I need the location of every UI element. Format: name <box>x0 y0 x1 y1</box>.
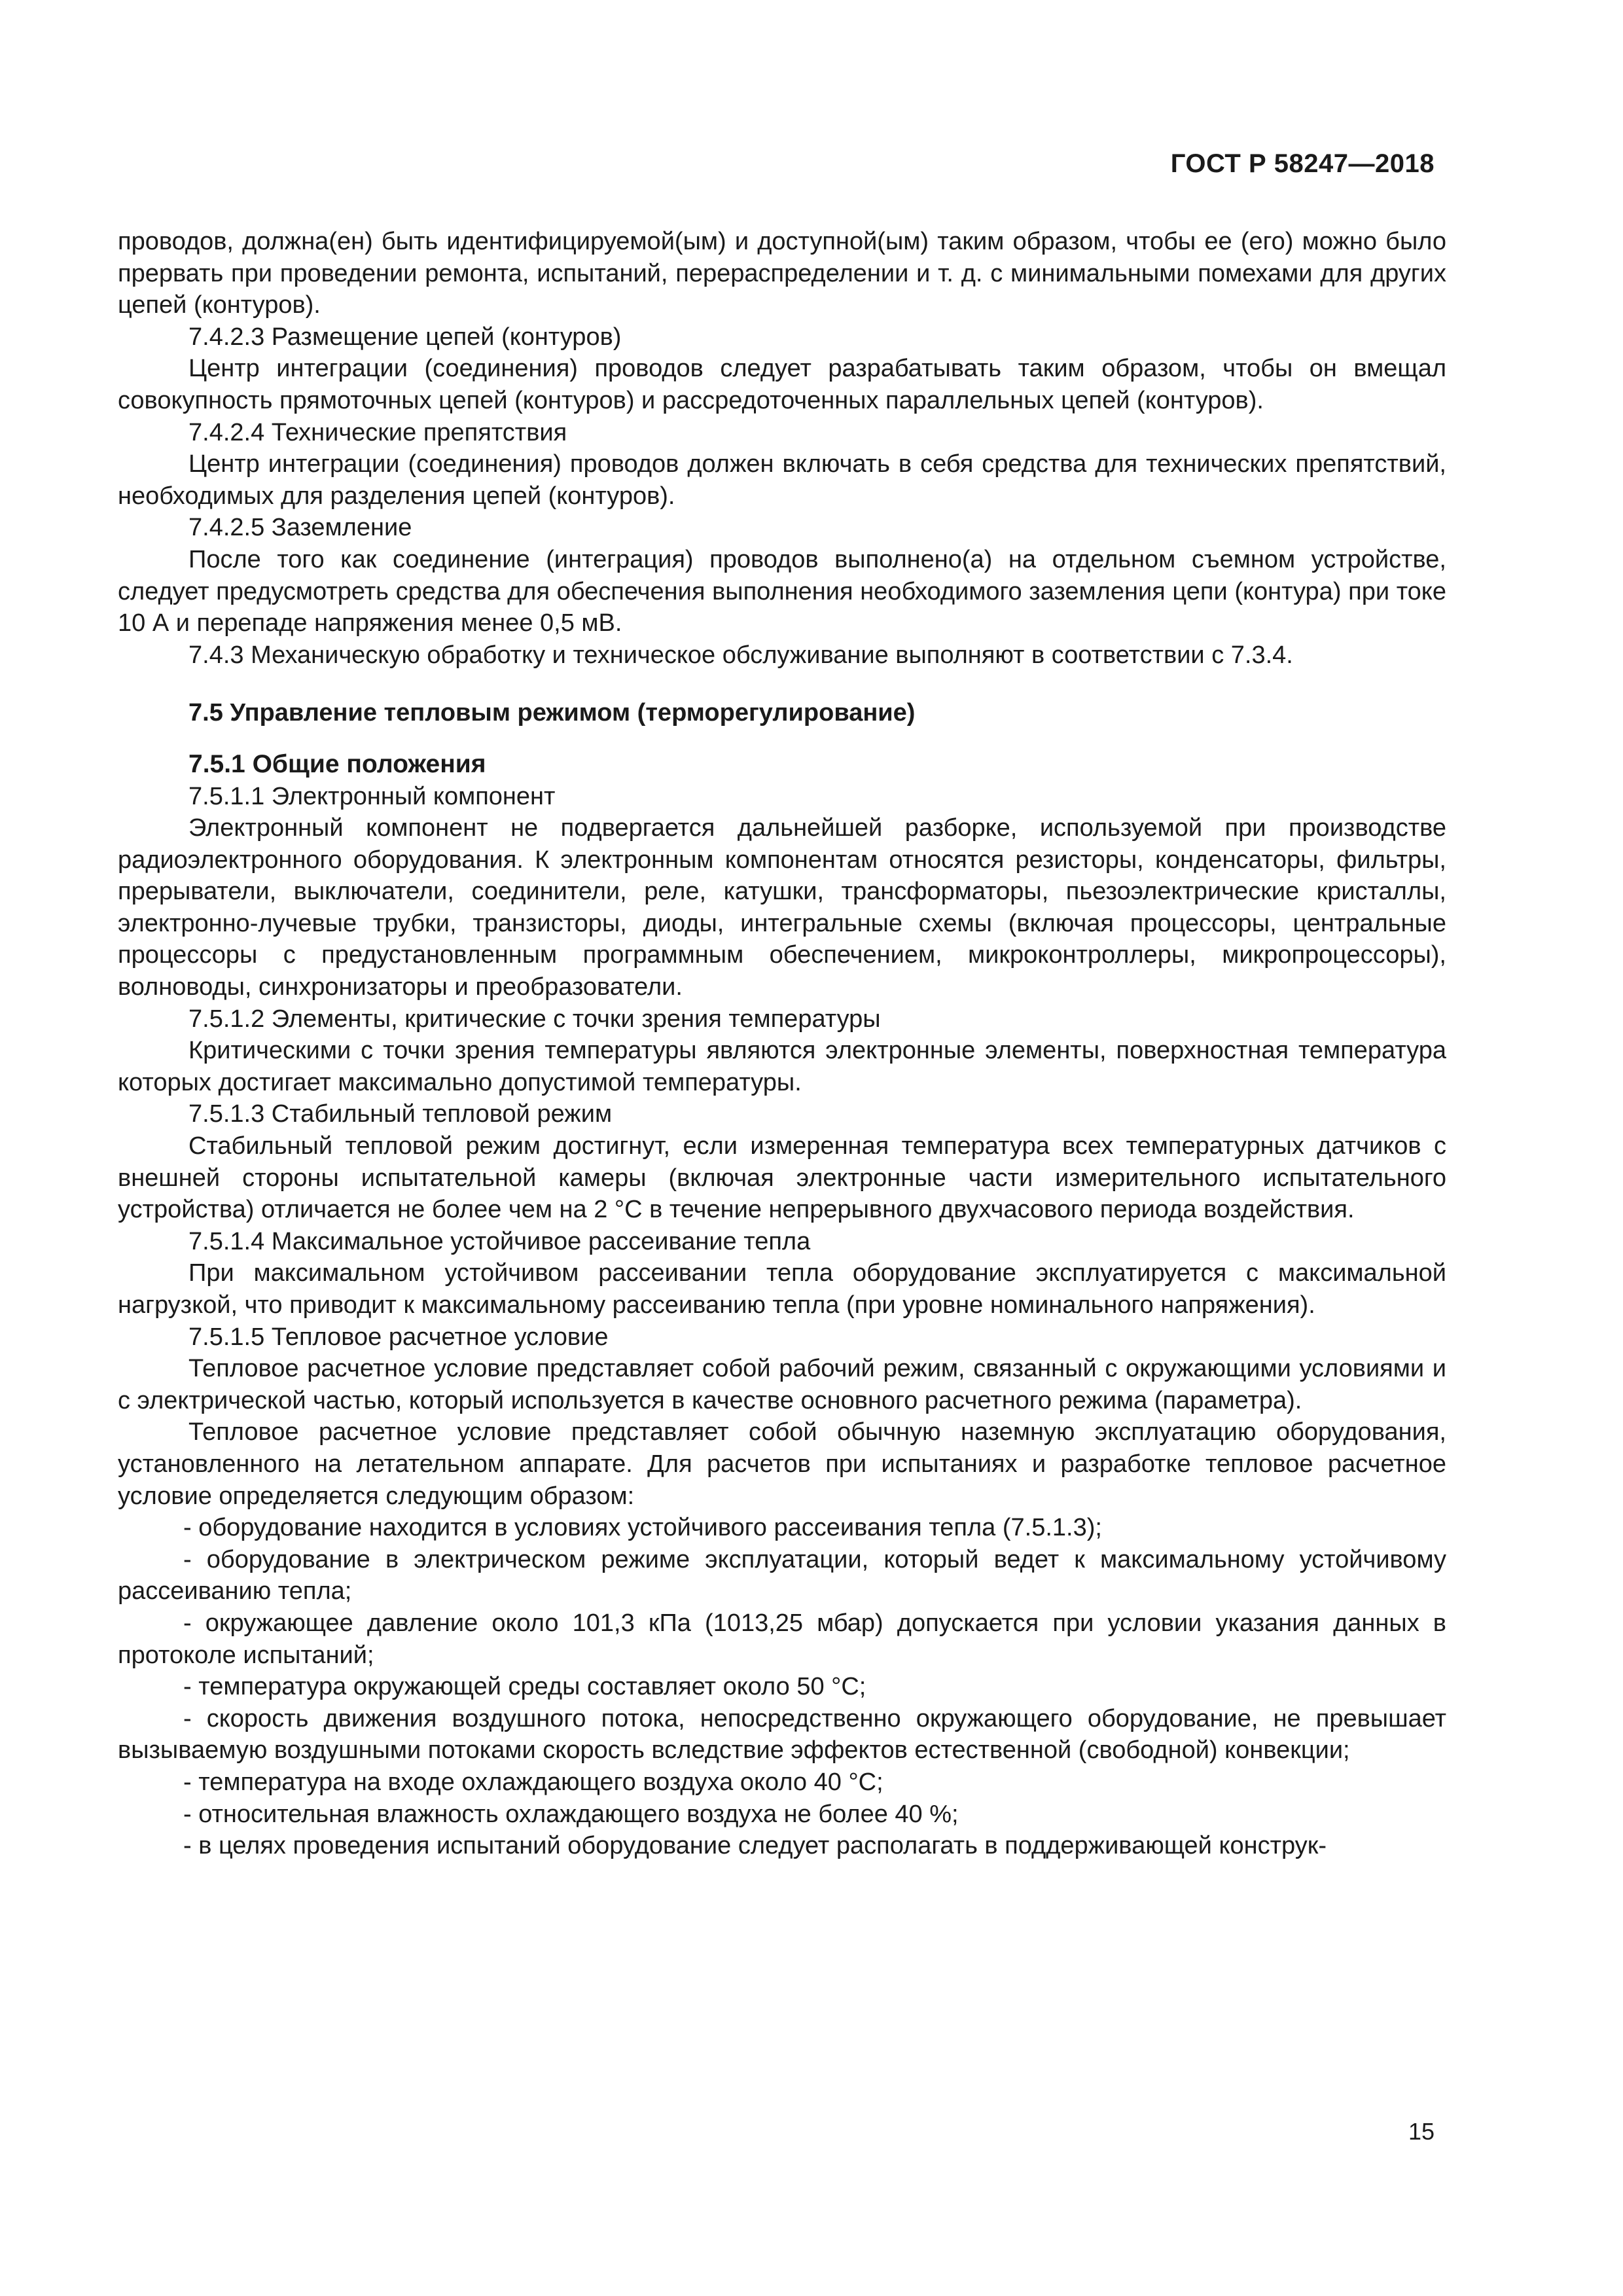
paragraph: 7.5.1.4 Максимальное устойчивое рассеивание тепла <box>188 1227 811 1255</box>
paragraph: 7.4.3 Механическую обработку и техническое обслуживание выполняют в соответствии с 7.3.4. <box>188 641 1293 669</box>
paragraph: 7.5.1.5 Тепловое расчетное условие <box>188 1323 609 1351</box>
paragraph: Центр интеграции (соединения) проводов следует разрабатывать таким образом, чтобы он вмещал совокупность прямоточных цепей (контуров) и рассредоточенных параллельных цепей (контуров). <box>118 355 1446 414</box>
page-number: 15 <box>1408 2118 1435 2145</box>
list-item: - оборудование в электрическом режиме эксплуатации, который ведет к максимальному устойчивому рассеиванию тепла; <box>118 1545 1446 1605</box>
paragraph: При максимальном устойчивом рассеивании тепла оборудование эксплуатируется с максимальной нагрузкой, что приводит к максимальному рассеиванию тепла (при уровне номинального напряжения). <box>118 1259 1446 1319</box>
paragraph: 7.5.1.2 Элементы, критические с точки зрения температуры <box>188 1005 881 1033</box>
paragraph: Тепловое расчетное условие представляет собой обычную наземную эксплуатацию оборудования, установленного на летательном аппарате. Для расчетов при испытаниях и разработке тепловое расчетное условие определяется следующим образом: <box>118 1418 1446 1510</box>
paragraph: Центр интеграции (соединения) проводов должен включать в себя средства для технических препятствий, необходимых для разделения цепей (контуров). <box>118 450 1446 510</box>
paragraph: 7.4.2.3 Размещение цепей (контуров) <box>188 323 622 351</box>
subsection-heading: 7.5.1 Общие положения <box>188 749 486 778</box>
paragraph: 7.5.1.3 Стабильный тепловой режим <box>188 1100 613 1128</box>
list-item: - температура на входе охлаждающего воздуха около 40 °С; <box>183 1768 883 1796</box>
list-item: - в целях проведения испытаний оборудование следует располагать в поддерживающей конструк- <box>183 1832 1327 1860</box>
paragraph: 7.5.1.1 Электронный компонент <box>188 782 556 810</box>
list-item: - окружающее давление около 101,3 кПа (1013,25 мбар) допускается при условии указания данных в протоколе испытаний; <box>118 1609 1446 1669</box>
list-item: - скорость движения воздушного потока, непосредственно окружающего оборудование, не превышает вызываемую воздушными потоками скорость вследствие эффектов естественной (свободной) конвекции; <box>118 1704 1446 1765</box>
paragraph: Критическими с точки зрения температуры являются электронные элементы, поверхностная температура которых достигает максимально допустимой температуры. <box>118 1037 1446 1096</box>
list-item: - оборудование находится в условиях устойчивого рассеивания тепла (7.5.1.3); <box>183 1514 1102 1542</box>
paragraph: Тепловое расчетное условие представляет собой рабочий режим, связанный с окружающими условиями и с электрической частью, который используется в качестве основного расчетного режима (параметра). <box>118 1355 1446 1414</box>
paragraph: Стабильный тепловой режим достигнут, если измеренная температура всех температурных датчиков с внешней стороны испытательной камеры (включая электронные части измерительного испытательного устройства) отличается не более чем на 2 °С в течение непрерывного двухчасового периода воздействия. <box>118 1132 1446 1224</box>
paragraph: Электронный компонент не подвергается дальнейшей разборке, используемой при производстве радиоэлектронного оборудования. К электронным компонентам относятся резисторы, конденсаторы, фильтры, прерыватели, выключатели, соединители, реле, катушки, трансформаторы, пьезоэлектрические кристаллы, электронно-лучевые трубки, транзисторы, диоды, интегральные схемы (включая процессоры, центральные процессоры с предустановленным программным обеспечением, микроконтроллеры, микропроцессоры), волноводы, синхронизаторы и преобразователи. <box>118 814 1446 1001</box>
document-body <box>118 226 1446 1862</box>
paragraph: проводов, должна(ен) быть идентифицируемой(ым) и доступной(ым) таким образом, чтобы ее (его) можно было прервать при проведении ремонта, испытаний, перераспределении и т. д. с минимальными помехами для других цепей (контуров). <box>118 228 1446 319</box>
paragraph: 7.4.2.5 Заземление <box>188 514 412 542</box>
paragraph: 7.4.2.4 Технические препятствия <box>188 418 567 446</box>
list-item: - температура окружающей среды составляет около 50 °С; <box>183 1673 866 1701</box>
section-heading: 7.5 Управление тепловым режимом (терморегулирование) <box>188 699 916 727</box>
paragraph: После того как соединение (интеграция) проводов выполнено(а) на отдельном съемном устройстве, следует предусмотреть средства для обеспечения выполнения необходимого заземления цепи (контура) при токе 10 А и перепаде напряжения менее 0,5 мВ. <box>118 545 1446 637</box>
list-item: - относительная влажность охлаждающего воздуха не более 40 %; <box>183 1800 959 1828</box>
document-header: ГОСТ Р 58247—2018 <box>1170 149 1435 178</box>
